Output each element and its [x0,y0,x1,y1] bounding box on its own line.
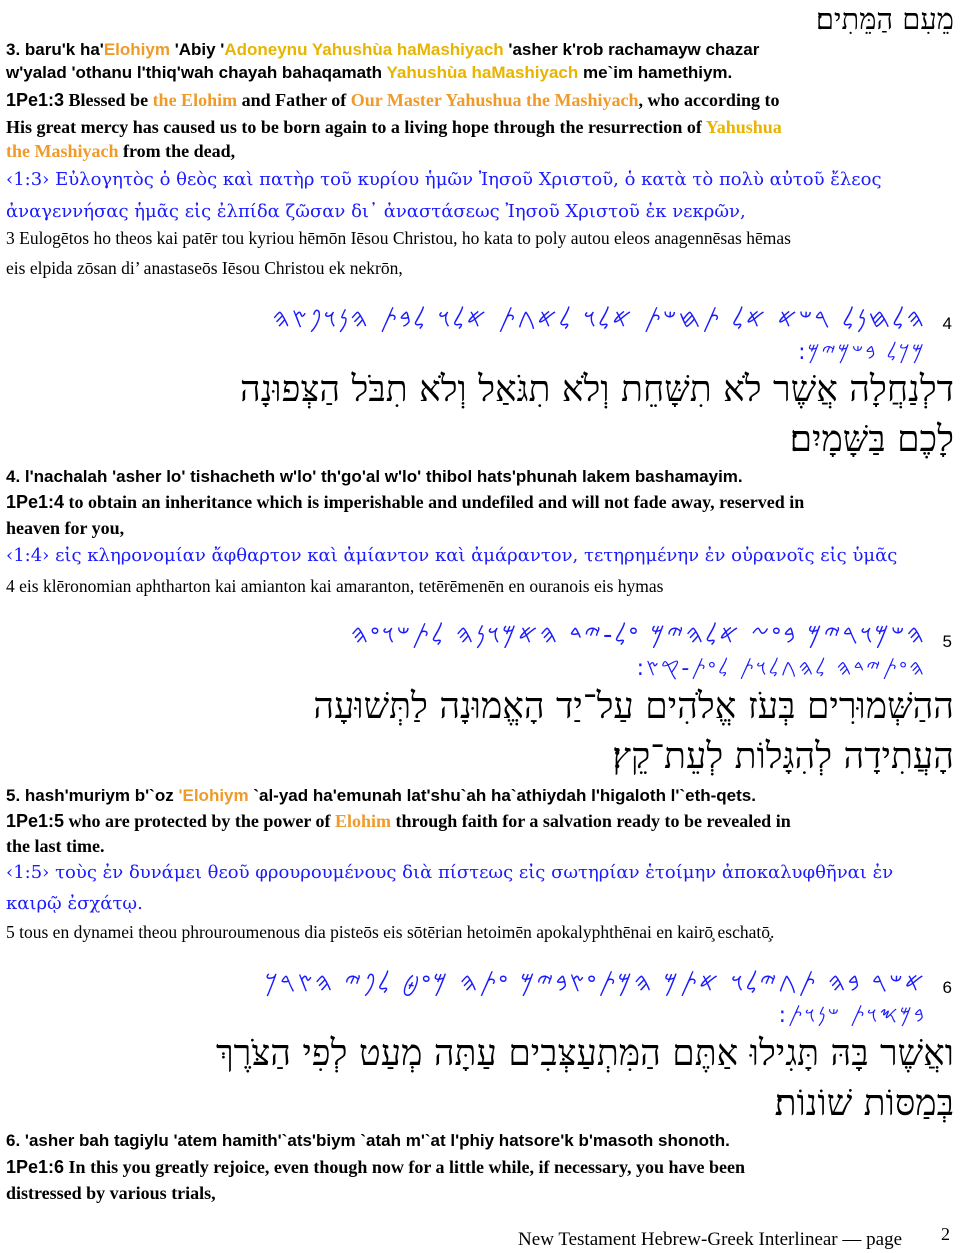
verse-reference: 1Pe1:6 [6,1157,65,1177]
english-text: who are protected by the power of [64,811,336,831]
v3-greek-transliteration-line-1: 3 Eulogētos ho theos kai patēr tou kyriou hēmōn Iēsou Christou, ho kata to poly autou eleos anagennēsas hēmas [6,228,791,248]
v3-transliteration-line-2 [6,63,954,83]
v5-hebrew-line-1 [6,685,954,727]
translit-divine-name: 'Elohiym [178,786,249,805]
v4-number: 4 [942,314,952,333]
v6-paleo-hebrew-line-2: 𐤁𐤌𐤎𐤅𐤕 𐤔𐤍𐤅𐤕: [778,1003,926,1028]
english-text: Blessed be [64,90,153,110]
v3-english-line-2 [6,117,954,138]
v4-english-line-1 [6,492,954,513]
greek-verse-reference: ‹1:4› [6,545,50,566]
v5-paleo-hebrew-line-2: 𐤄𐤏𐤕𐤉𐤃𐤄 𐤋𐤄𐤂𐤋𐤅𐤕 𐤋𐤏𐤕-𐤒𐤑: [636,656,926,681]
english-divine-name: the Elohim [152,90,238,110]
english-messiah-name: the Mashiyach [6,141,119,161]
greek-text: Εὐλογητὸς ὁ θεὸς καὶ πατὴρ τοῦ κυρίου ἡμῶν Ἰησοῦ Χριστοῦ, ὁ κατὰ τὸ πολὺ αὐτοῦ ἔλεος [49,169,882,190]
english-text: In this you greatly rejoice, even though now for a little while, if necessary, you have been [64,1157,746,1177]
v4-hebrew-line-1 [6,368,954,410]
v5-hebrew-line-2: הָעֲתִידָה לְהִגָּלוֹת לְעֵת־קֵץ׃ [612,736,954,777]
verse-letter-mark: ו [944,1033,954,1074]
v4-english-line-2: heaven for you, [6,518,125,538]
translit-text: 'asher k'rob rachamayw chazar [503,40,760,59]
translit-text: w'yalad 'othanu l'thiq'wah chayah bahaqamath [6,63,387,82]
v5-transliteration [6,786,954,806]
v4-transliteration: 4. l'nachalah 'asher lo' tishacheth w'lo' th'go'al w'lo' thibol hats'phunah lakem bashamayim. [6,467,743,486]
v6-hebrew-line-1 [6,1032,954,1074]
v6-paleo-hebrew-line-1: 𐤀𐤔𐤓 𐤁𐤄 𐤕𐤂𐤉𐤋𐤅 𐤀𐤕𐤌 𐤄𐤌𐤕𐤏𐤑𐤁𐤉𐤌 𐤏𐤕𐤄 𐤌𐤏𐤈 𐤋𐤐𐤉 𐤄𐤑𐤓𐤊 [265,968,926,998]
verse-reference: 1Pe1:3 [6,90,65,110]
v6-hebrew-line-2: בְּמַסּוֹת שׁוֹנוֹת׃ [774,1083,954,1124]
translit-messiah-name: Yahushùa haMashiyach [386,63,579,82]
v3-greek-transliteration-line-2: eis elpida zōsan di’ anastaseōs Iēsou Christou ek nekrōn, [6,258,403,278]
hebrew-text: הַשְּׁמוּרִים בְּעֹז אֱלֹהִים עַל־יַד הָאֱמוּנָה לַתְּשׁוּעָה [313,686,934,727]
greek-verse-reference: ‹1:3› [6,169,50,190]
english-text: from the dead, [118,141,236,161]
english-messiah-name: Our Master Yahushua the Mashiyach [350,90,639,110]
v6-english-line-1 [6,1157,954,1178]
v5-english-line-2: the last time. [6,836,105,856]
english-divine-name: Elohim [335,811,392,831]
english-text: to obtain an inheritance which is imperishable and undefiled and will not fade away, reserved in [64,492,805,512]
greek-verse-reference: ‹1:5› [6,862,50,883]
v5-english-line-1 [6,811,954,832]
v5-greek-line-2: καιρῷ ἐσχάτῳ. [6,893,143,914]
verse-letter-mark: ה [933,686,954,727]
v3-greek-line-1 [6,169,954,190]
english-text: His great mercy has caused us to be born again to a living hope through the resurrection of [6,117,706,137]
v3-greek-line-2: ἀναγεννήσας ἡμᾶς εἰς ἐλπίδα ζῶσαν δι᾽ ἀναστάσεως Ἰησοῦ Χριστοῦ ἐκ νεκρῶν, [6,201,746,222]
v4-paleo-hebrew-line-2: 𐤌𐤊𐤋 𐤁𐤔𐤌𐤉𐤌: [798,340,926,365]
v6-english-line-2: distressed by various trials, [6,1183,216,1203]
v5-number: 5 [942,632,952,651]
translit-text: 3. baru'k ha' [6,40,104,59]
english-messiah-name: Yahushua [705,117,782,137]
english-text: through faith for a salvation ready to be revealed in [391,811,791,831]
translit-divine-name: Elohiym [103,40,170,59]
v4-hebrew-line-2: לָכֶם בַּשָּׁמָיִם׃ [789,419,954,460]
hebrew-text: לְנַחֲלָה אֲשֶׁר לֹא תִשָּׁחֵת וְלֹא תִגֹּאַל וְלֹא תִבֹּל הַצְּפוּנָה [240,369,937,410]
verse-reference: 1Pe1:4 [6,492,65,512]
translit-text: me`im hamethiym. [578,63,733,82]
english-text: , who according to [638,90,780,110]
v4-greek-line-1 [6,545,954,566]
v5-greek-transliteration: 5 tous en dynamei theou phrouroumenous dia pisteōs eis sōtērian hetoimēn apokalyphthēnai en kairō̧ eschatō̧. [6,922,775,942]
page-footer: New Testament Hebrew-Greek Interlinear — page [518,1229,902,1250]
translit-text: 5. hash'muriym b'`oz [6,786,179,805]
verse-reference: 1Pe1:5 [6,811,65,831]
translit-messiah-name: Adoneynu Yahushùa haMashiyach [224,40,504,59]
v4-greek-transliteration: 4 eis klēronomian aphtharton kai amianton kai amaranton, tetērēmenēn en ouranois eis hymas [6,576,664,596]
hebrew-text: אֲשֶׁר בָּהּ תָּגִילוּ אַתֶּם הַמִּתְעַצְּבִים עַתָּה מְעַט לְפִי הַצֹּרֶךְ [215,1033,945,1074]
v6-transliteration: 6. 'asher bah tagiylu 'atem hamith'`ats'biym `atah m'`at l'phiy hatsore'k b'masoth shonoth. [6,1131,730,1150]
english-text: and Father of [237,90,351,110]
translit-text: `al-yad ha'emunah lat'shu`ah ha`athiydah l'higaloth l'`eth-qets. [248,786,756,805]
hebrew-continuation: מֵעִם הַמֵּתִים׃ [815,2,954,36]
v3-english-line-1 [6,90,954,111]
greek-text: τοὺς ἐν δυνάμει θεοῦ φρουρουμένους διὰ πίστεως εἰς σωτηρίαν ἑτοίμην ἀποκαλυφθῆναι ἐν [49,862,894,883]
greek-text: εἰς κληρονομίαν ἄφθαρτον καὶ ἀμίαντον καὶ ἀμάραντον, τετηρημένην ἐν οὐρανοῖς εἰς ὑμᾶς [49,545,898,566]
v3-english-line-3 [6,141,954,162]
v6-number: 6 [942,978,952,997]
v5-greek-line-1 [6,862,954,883]
v5-paleo-hebrew-line-1: 𐤄𐤔𐤌𐤅𐤓𐤉𐤌 𐤁𐤏𐤆 𐤀𐤋𐤄𐤉𐤌 𐤏𐤋-𐤉𐤃 𐤄𐤀𐤌𐤅𐤍𐤄 𐤋𐤕𐤔𐤅𐤏𐤄 [350,620,926,650]
verse-letter-mark: ד [936,369,954,410]
page-number: 2 [941,1224,950,1244]
v4-paleo-hebrew-line-1: 𐤄𐤋𐤇𐤍𐤋 𐤓𐤔𐤀 𐤀𐤋 𐤕𐤇𐤔𐤕 𐤀𐤋𐤅 𐤋𐤀𐤂𐤕 𐤀𐤋𐤅 𐤋𐤁𐤕 𐤄𐤍𐤅𐤐𐤑𐤄 [272,304,926,334]
translit-text: 'Abiy ' [169,40,225,59]
v3-transliteration-line-1 [6,40,954,60]
